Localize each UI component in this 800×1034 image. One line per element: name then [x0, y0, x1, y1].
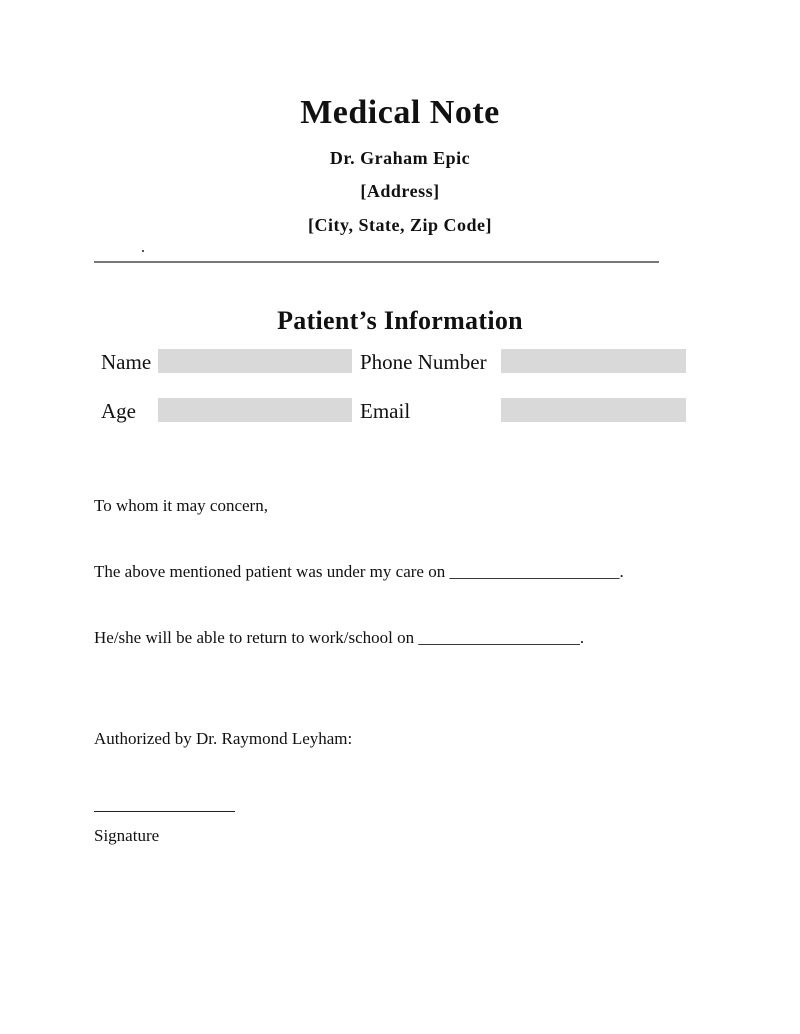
email-field[interactable] — [501, 398, 686, 422]
name-label: Name — [101, 350, 152, 374]
signature-label: Signature — [94, 826, 160, 845]
patient-info-heading: Patient’s Information — [277, 306, 523, 335]
doctor-name: Dr. Graham Epic — [329, 148, 471, 168]
age-label: Age — [101, 399, 136, 423]
phone-label: Phone Number — [360, 350, 487, 374]
signature-line[interactable] — [94, 811, 235, 812]
care-date-line: The above mentioned patient was under my care on ____________________. — [94, 562, 624, 581]
name-field[interactable] — [158, 349, 352, 373]
return-date-line: He/she will be able to return to work/school on ___________________. — [94, 628, 585, 647]
city-state-zip: [City, State, Zip Code] — [308, 215, 492, 235]
stray-dot — [142, 250, 144, 252]
header-divider — [94, 261, 659, 263]
address: [Address] — [360, 181, 440, 201]
age-field[interactable] — [158, 398, 352, 422]
phone-field[interactable] — [501, 349, 686, 373]
document-title: Medical Note — [300, 94, 500, 131]
authorized-by: Authorized by Dr. Raymond Leyham: — [94, 729, 353, 748]
email-label: Email — [360, 399, 411, 423]
salutation: To whom it may concern, — [94, 496, 268, 515]
